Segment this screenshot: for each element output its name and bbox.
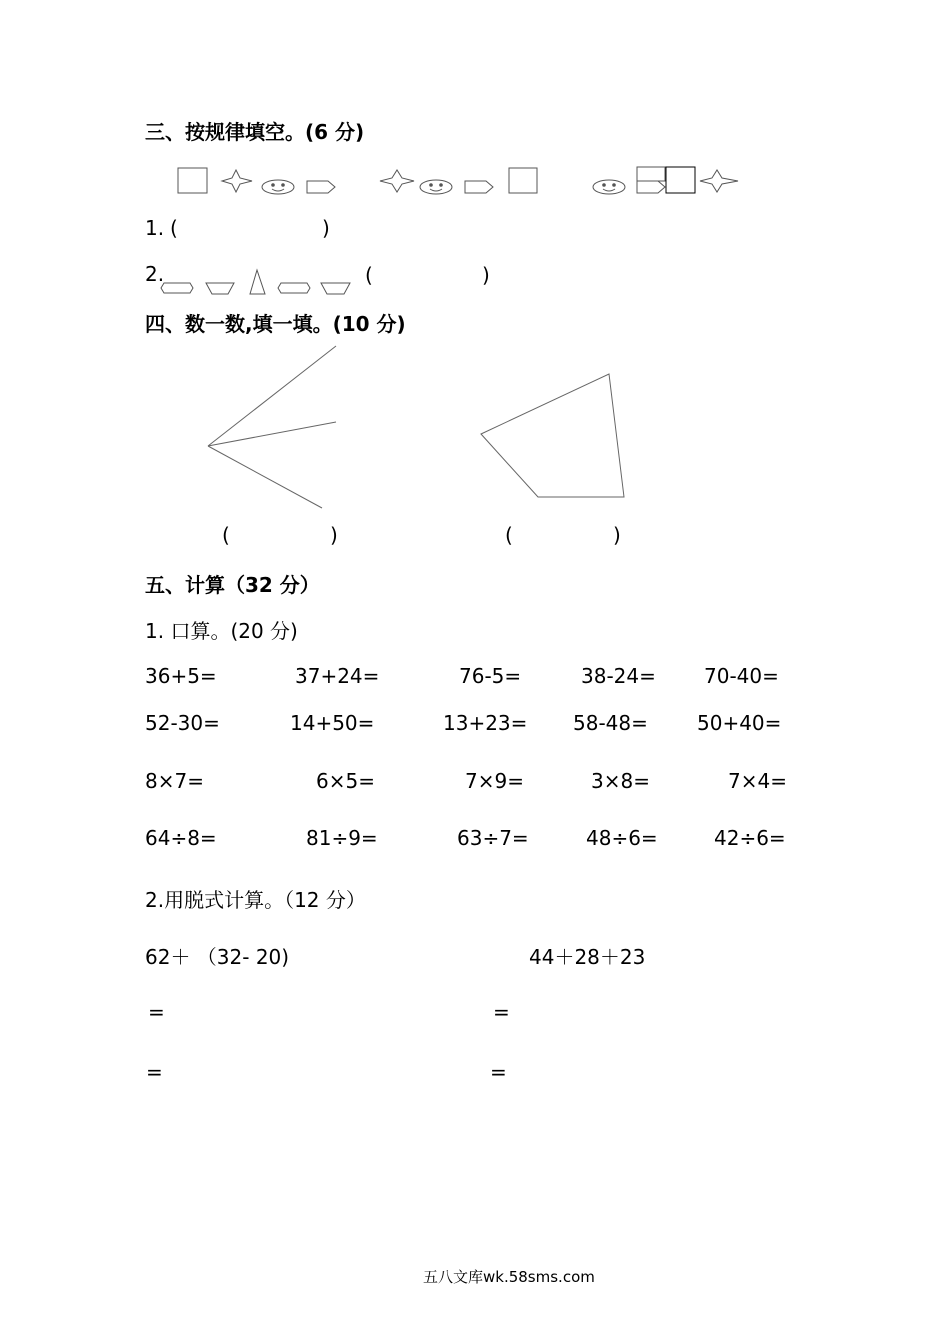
oral-problem: 36+5= <box>145 664 217 688</box>
question-2-label: 2. <box>145 262 165 286</box>
oral-problem: 42÷6= <box>714 826 786 850</box>
oral-problem: 58-48= <box>573 711 648 735</box>
oral-problem: 81÷9= <box>306 826 378 850</box>
ray-line <box>208 346 336 446</box>
answer-open-bracket: ( <box>365 263 373 287</box>
oral-problem: 7×9= <box>465 769 524 793</box>
step-calc-heading: 2.用脱式计算。（12 分） <box>145 888 366 912</box>
equals-sign: = <box>493 1000 510 1024</box>
ray-line <box>208 446 322 508</box>
oral-problem: 14+50= <box>290 711 375 735</box>
answer-close-bracket: ) <box>330 523 338 547</box>
section-4-title: 四、数一数,填一填。(10 分) <box>145 312 406 336</box>
oral-problem: 37+24= <box>295 664 380 688</box>
step-expression-left: 62＋ （32- 20) <box>145 945 290 969</box>
oral-problem: 8×7= <box>145 769 204 793</box>
step-expression-right: 44＋28＋23 <box>529 945 646 969</box>
quadrilateral-shape <box>481 374 624 497</box>
oral-problem: 76-5= <box>459 664 522 688</box>
answer-close-bracket: ) <box>613 523 621 547</box>
oral-problem: 6×5= <box>316 769 375 793</box>
answer-close-bracket: ) <box>482 263 490 287</box>
answer-open-bracket: ( <box>222 523 230 547</box>
equals-sign: = <box>490 1060 507 1084</box>
oral-problem: 3×8= <box>591 769 650 793</box>
answer-open-bracket: ( <box>170 216 178 240</box>
equals-sign: = <box>146 1060 163 1084</box>
section-3-title: 三、按规律填空。(6 分) <box>145 120 365 144</box>
oral-problem: 70-40= <box>704 664 779 688</box>
oral-problem: 52-30= <box>145 711 220 735</box>
answer-open-bracket: ( <box>505 523 513 547</box>
section-5-title: 五、计算（32 分） <box>145 573 320 597</box>
question-1-label: 1. <box>145 216 165 240</box>
oral-problem: 38-24= <box>581 664 656 688</box>
equals-sign: = <box>148 1000 165 1024</box>
oral-problem: 48÷6= <box>586 826 658 850</box>
footer-watermark: 五八文库wk.58sms.com <box>423 1268 595 1286</box>
oral-problem: 63÷7= <box>457 826 529 850</box>
oral-problem: 50+40= <box>697 711 782 735</box>
ray-line <box>208 422 336 446</box>
oral-problem: 64÷8= <box>145 826 217 850</box>
oral-problem: 13+23= <box>443 711 528 735</box>
oral-problem: 7×4= <box>728 769 787 793</box>
answer-close-bracket: ) <box>322 216 330 240</box>
oral-calc-heading: 1. 口算。(20 分) <box>145 619 298 643</box>
